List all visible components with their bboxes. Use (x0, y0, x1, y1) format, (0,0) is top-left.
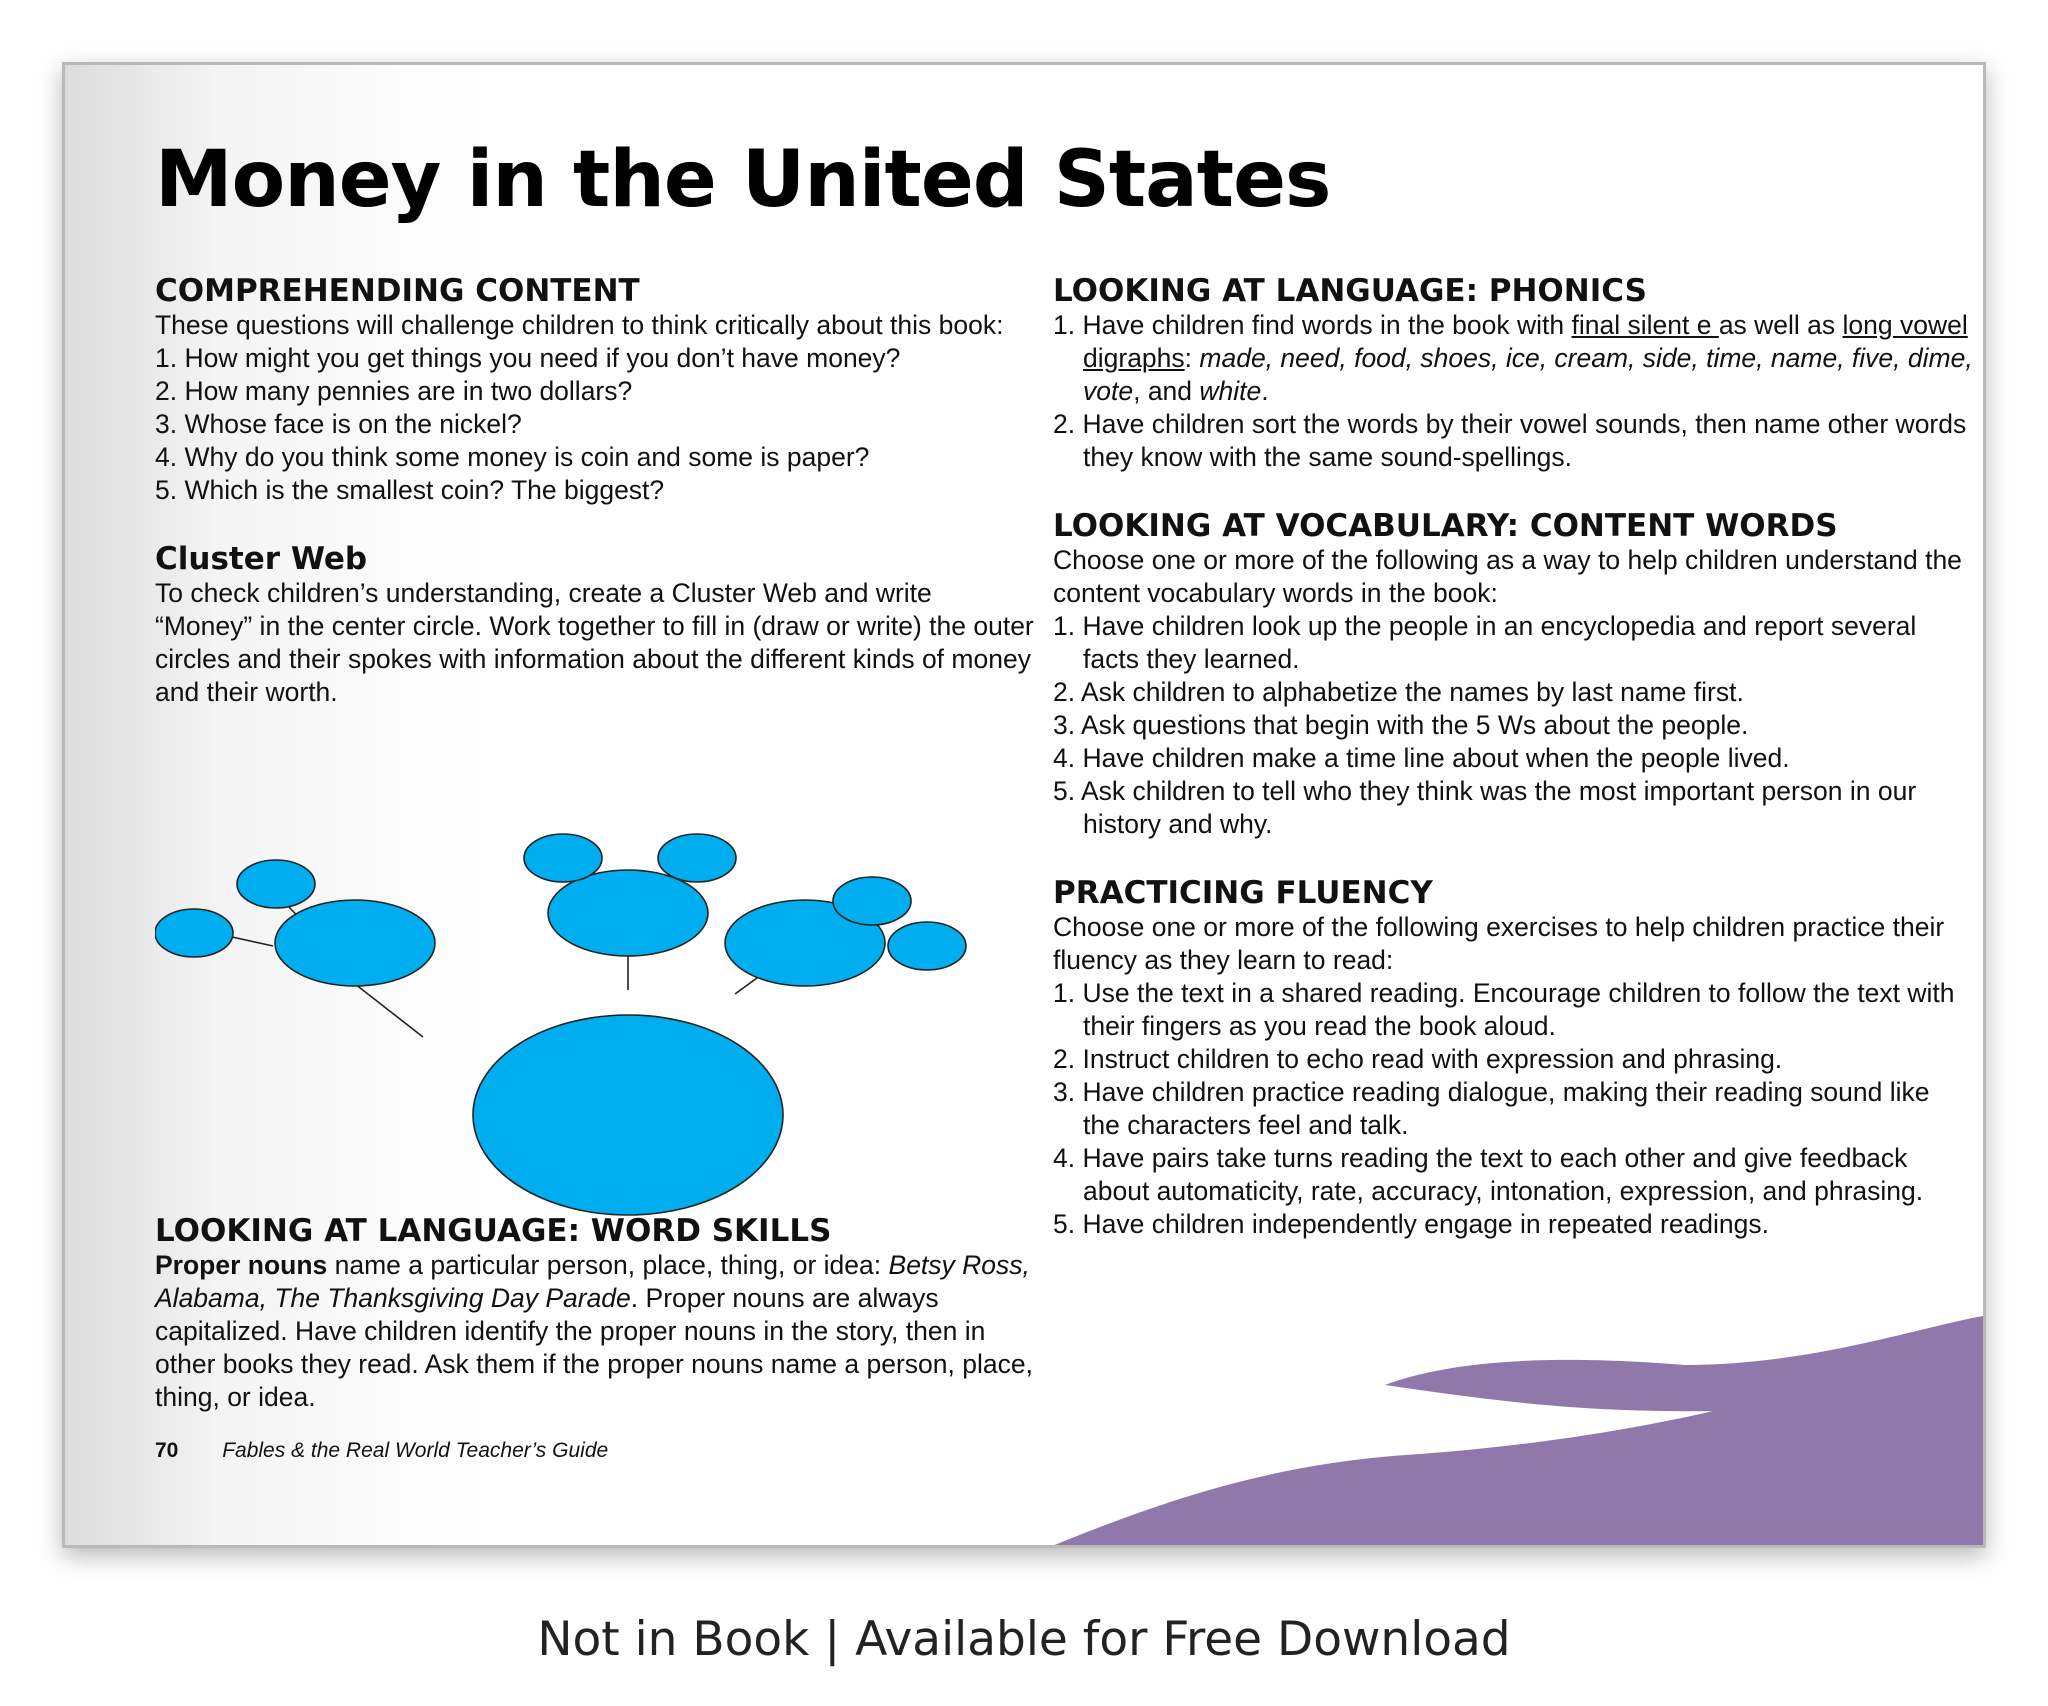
phonics-example-words: white (1199, 376, 1262, 406)
list-item: 2. Instruct children to echo read with expression and phrasing. (1053, 1044, 1783, 1074)
fluency-intro: Choose one or more of the following exercises to help children practice their fluency as they learn to read: (1053, 912, 1945, 975)
word-skills-heading: LOOKING AT LANGUAGE: WORD SKILLS (155, 1213, 832, 1249)
phonics-text: as well as (1718, 310, 1843, 340)
list-item: 2. Ask children to alphabetize the names by last name first. (1053, 677, 1744, 707)
cluster-web-heading: Cluster Web (155, 541, 368, 577)
phonics-text: 1. Have children find words in the book with (1053, 310, 1572, 340)
list-item: 1. Have children look up the people in an encyclopedia and report several facts they learned. (1053, 611, 1917, 674)
list-item: 5. Ask children to tell who they think was the most important person in our history and why. (1053, 776, 1917, 839)
phonics-text: . (1261, 376, 1269, 406)
page-footer (155, 1439, 608, 1463)
list-item: 2. Have children sort the words by their vowel sounds, then name other words they know with the same sound-spellings. (1053, 409, 1967, 472)
book-title: Fables & the Real World Teacher’s Guide (222, 1439, 609, 1462)
comprehending-intro: These questions will challenge children to think critically about this book: (155, 310, 1004, 340)
phonics-term-digraphs: long vowel digraphs (1083, 310, 1968, 373)
guide-page (62, 62, 1986, 1548)
list-item (1053, 309, 1973, 408)
cluster-outer-circle (548, 870, 708, 956)
word-skills-text (155, 1249, 1035, 1414)
phonics-text: : (1184, 343, 1200, 373)
word-skills-section (155, 1213, 1035, 1414)
right-column (1053, 273, 1973, 1241)
cluster-web-text: To check children’s understanding, create a Cluster Web and write “Money” in the center circle. Work together to fill in (draw or write) the outer circles and their spokes with information about the different kinds of money and their worth. (155, 578, 1034, 707)
list-item: 5. Which is the smallest coin? The biggest? (155, 475, 665, 505)
cluster-spoke-circle (888, 922, 966, 970)
vocabulary-intro: Choose one or more of the following as a way to help children understand the content vocabulary words in the book: (1053, 545, 1962, 608)
cluster-spoke-circle (155, 909, 233, 957)
list-item: 1. Use the text in a shared reading. Encourage children to follow the text with their fingers as you read the book aloud. (1053, 978, 1955, 1041)
download-caption: Not in Book | Available for Free Download (537, 1612, 1511, 1667)
phonics-heading: LOOKING AT LANGUAGE: PHONICS (1053, 273, 1647, 309)
comprehending-heading: COMPREHENDING CONTENT (155, 273, 640, 309)
cluster-center-circle (473, 1015, 783, 1215)
vocabulary-heading: LOOKING AT VOCABULARY: CONTENT WORDS (1053, 508, 1838, 544)
phonics-list (1053, 309, 1973, 474)
phonics-text: , and (1133, 376, 1200, 406)
comprehending-list (155, 342, 1035, 507)
cluster-spoke-circle (237, 860, 315, 908)
phonics-example-words: made, need, food, shoes, ice, cream, side, time, name, five, dime, vote (1083, 343, 1973, 406)
page-number: 70 (155, 1439, 179, 1462)
cluster-web-diagram (155, 795, 985, 1225)
vocabulary-list (1053, 610, 1973, 841)
fluency-list (1053, 977, 1973, 1241)
fluency-heading: PRACTICING FLUENCY (1053, 875, 1433, 911)
left-column (155, 273, 1035, 709)
list-item: 4. Why do you think some money is coin and some is paper? (155, 442, 870, 472)
list-item: 5. Have children independently engage in repeated readings. (1053, 1209, 1770, 1239)
list-item: 3. Ask questions that begin with the 5 Ws about the people. (1053, 710, 1749, 740)
list-item: 4. Have children make a time line about when the people lived. (1053, 743, 1790, 773)
phonics-term-silent-e: final silent e (1571, 310, 1719, 340)
list-item: 3. Have children practice reading dialogue, making their reading sound like the characters feel and talk. (1053, 1077, 1930, 1140)
proper-nouns-term: Proper nouns (155, 1250, 328, 1280)
proper-noun-examples: Betsy Ross, Alabama, The Thanksgiving Day Parade (155, 1250, 1030, 1313)
list-item: 3. Whose face is on the nickel? (155, 409, 522, 439)
cluster-spoke-circle (524, 834, 602, 882)
cluster-spoke-circle (833, 877, 911, 925)
list-item: 1. How might you get things you need if you don’t have money? (155, 343, 901, 373)
cluster-spoke-circle (658, 834, 736, 882)
cluster-outer-circle (275, 900, 435, 986)
page-title: Money in the United States (155, 135, 1331, 225)
word-skills-text-part: . Proper nouns are always capitalized. Have children identify the proper nouns in the story, then in other books they read. Ask them if the proper nouns name a person, place, thing, or idea. (155, 1283, 1033, 1412)
list-item: 4. Have pairs take turns reading the text to each other and give feedback about automaticity, rate, accuracy, intonation, expression, and phrasing. (1053, 1143, 1924, 1206)
list-item: 2. How many pennies are in two dollars? (155, 376, 633, 406)
word-skills-text-part: name a particular person, place, thing, or idea: (327, 1250, 889, 1280)
